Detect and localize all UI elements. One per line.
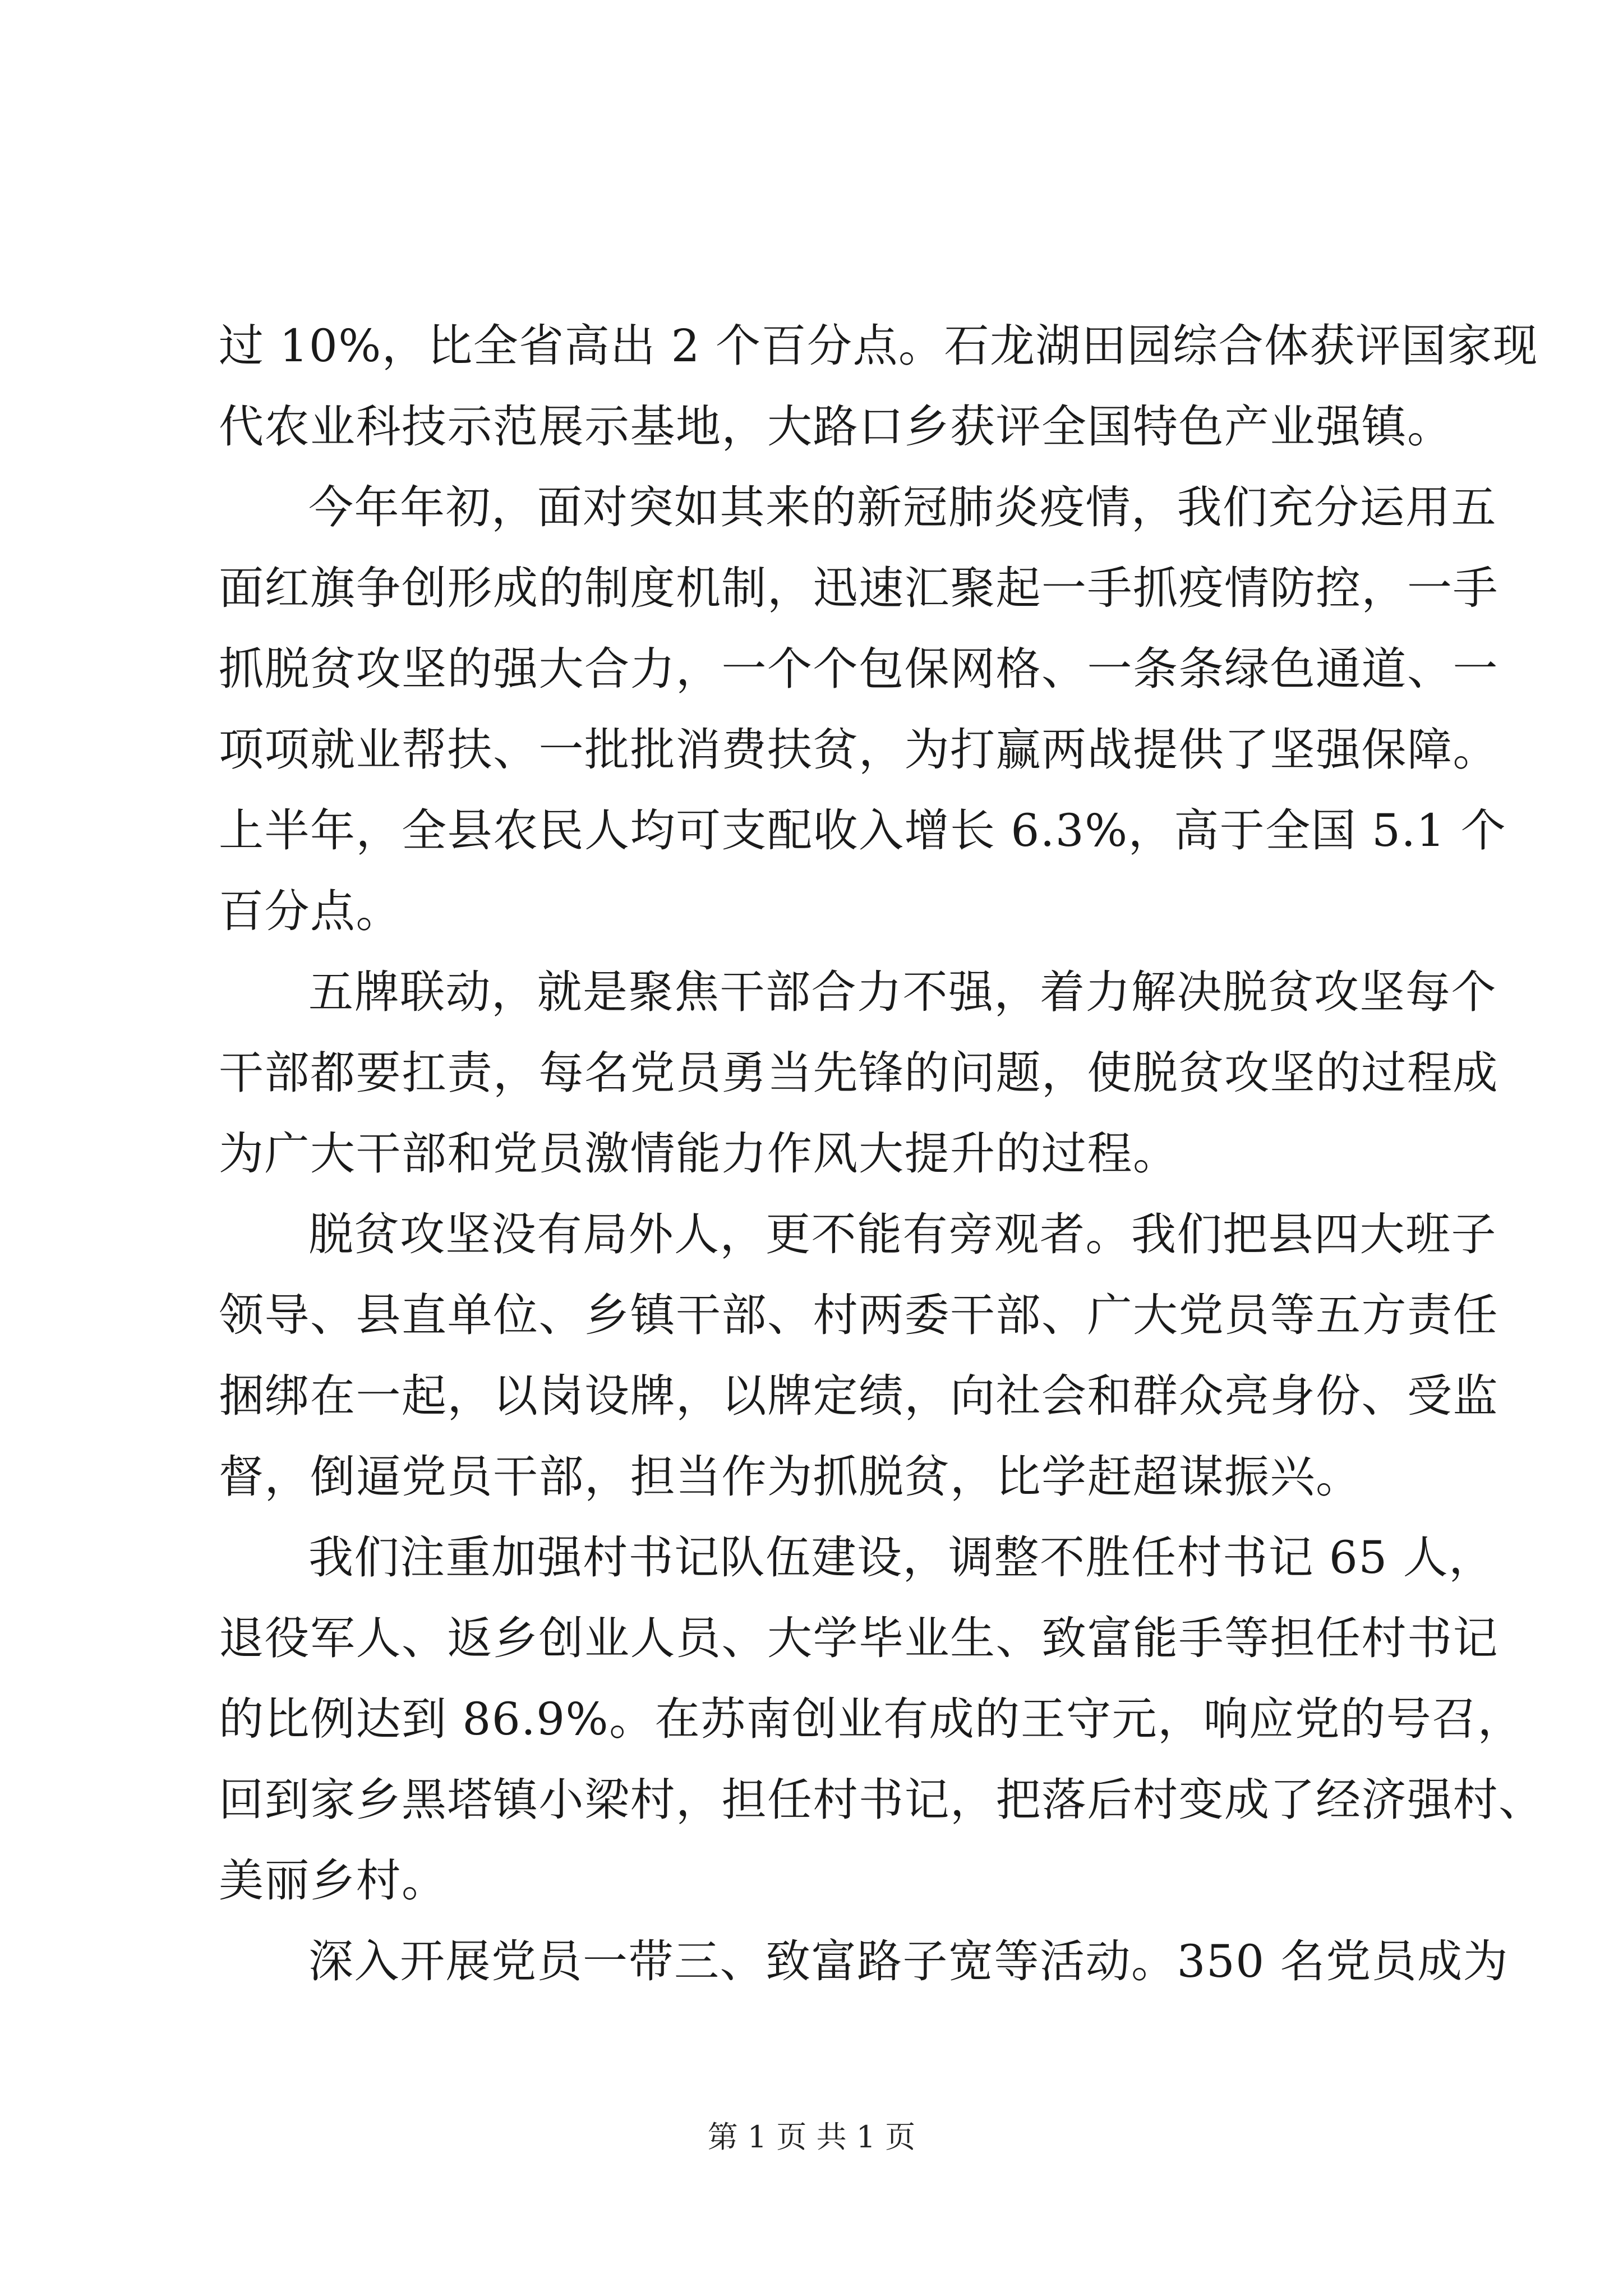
text-line: 捆绑在一起，以岗设牌，以牌定绩，向社会和群众亮身份、受监 — [219, 1370, 1498, 1422]
text-line: 上半年，全县农民人均可支配收入增长 6.3%，高于全国 5.1 个 — [219, 804, 1507, 857]
text-line: 督，倒逼党员干部，担当作为抓脱贫，比学赶超谋振兴。 — [219, 1451, 1362, 1503]
document-body — [219, 306, 1544, 2002]
text-line: 回到家乡黑塔镇小梁村，担任村书记，把落后村变成了经济强村、 — [219, 1774, 1544, 1826]
text-line: 项项就业帮扶、一批批消费扶贫，为打赢两战提供了坚强保障。 — [219, 724, 1498, 776]
text-line: 为广大干部和党员激情能力作风大提升的过程。 — [219, 1128, 1179, 1180]
text-line: 过 10%，比全省高出 2 个百分点。石龙湖田园综合体获评国家现 — [219, 320, 1538, 372]
text-line: 百分点。 — [219, 885, 402, 937]
text-line: 的比例达到 86.9%。在苏南创业有成的王守元，响应党的号召， — [219, 1693, 1524, 1745]
text-line: 退役军人、返乡创业人员、大学毕业生、致富能手等担任村书记 — [219, 1612, 1498, 1664]
text-line: 美丽乡村。 — [219, 1855, 448, 1907]
page-number-footer: 第 1 页 共 1 页 — [707, 2119, 916, 2155]
text-line: 抓脱贫攻坚的强大合力，一个个包保网格、一条条绿色通道、一 — [219, 643, 1498, 695]
text-line: 面红旗争创形成的制度机制，迅速汇聚起一手抓疫情防控，一手 — [219, 562, 1498, 614]
paragraph-start-line: 深入开展党员一带三、致富路子宽等活动。350 名党员成为 — [308, 1935, 1509, 1987]
paragraph-start-line: 五牌联动，就是聚焦干部合力不强，着力解决脱贫攻坚每个 — [308, 966, 1497, 1018]
paragraph-start-line: 脱贫攻坚没有局外人，更不能有旁观者。我们把县四大班子 — [308, 1208, 1497, 1260]
text-line: 代农业科技示范展示基地，大路口乡获评全国特色产业强镇。 — [219, 401, 1453, 453]
paragraph-start-line: 今年年初，面对突如其来的新冠肺炎疫情，我们充分运用五 — [308, 481, 1497, 533]
paragraph-start-line: 我们注重加强村书记队伍建设，调整不胜任村书记 65 人， — [308, 1531, 1495, 1584]
text-line: 领导、县直单位、乡镇干部、村两委干部、广大党员等五方责任 — [219, 1289, 1498, 1341]
text-line: 干部都要扛责，每名党员勇当先锋的问题，使脱贫攻坚的过程成 — [219, 1047, 1498, 1099]
